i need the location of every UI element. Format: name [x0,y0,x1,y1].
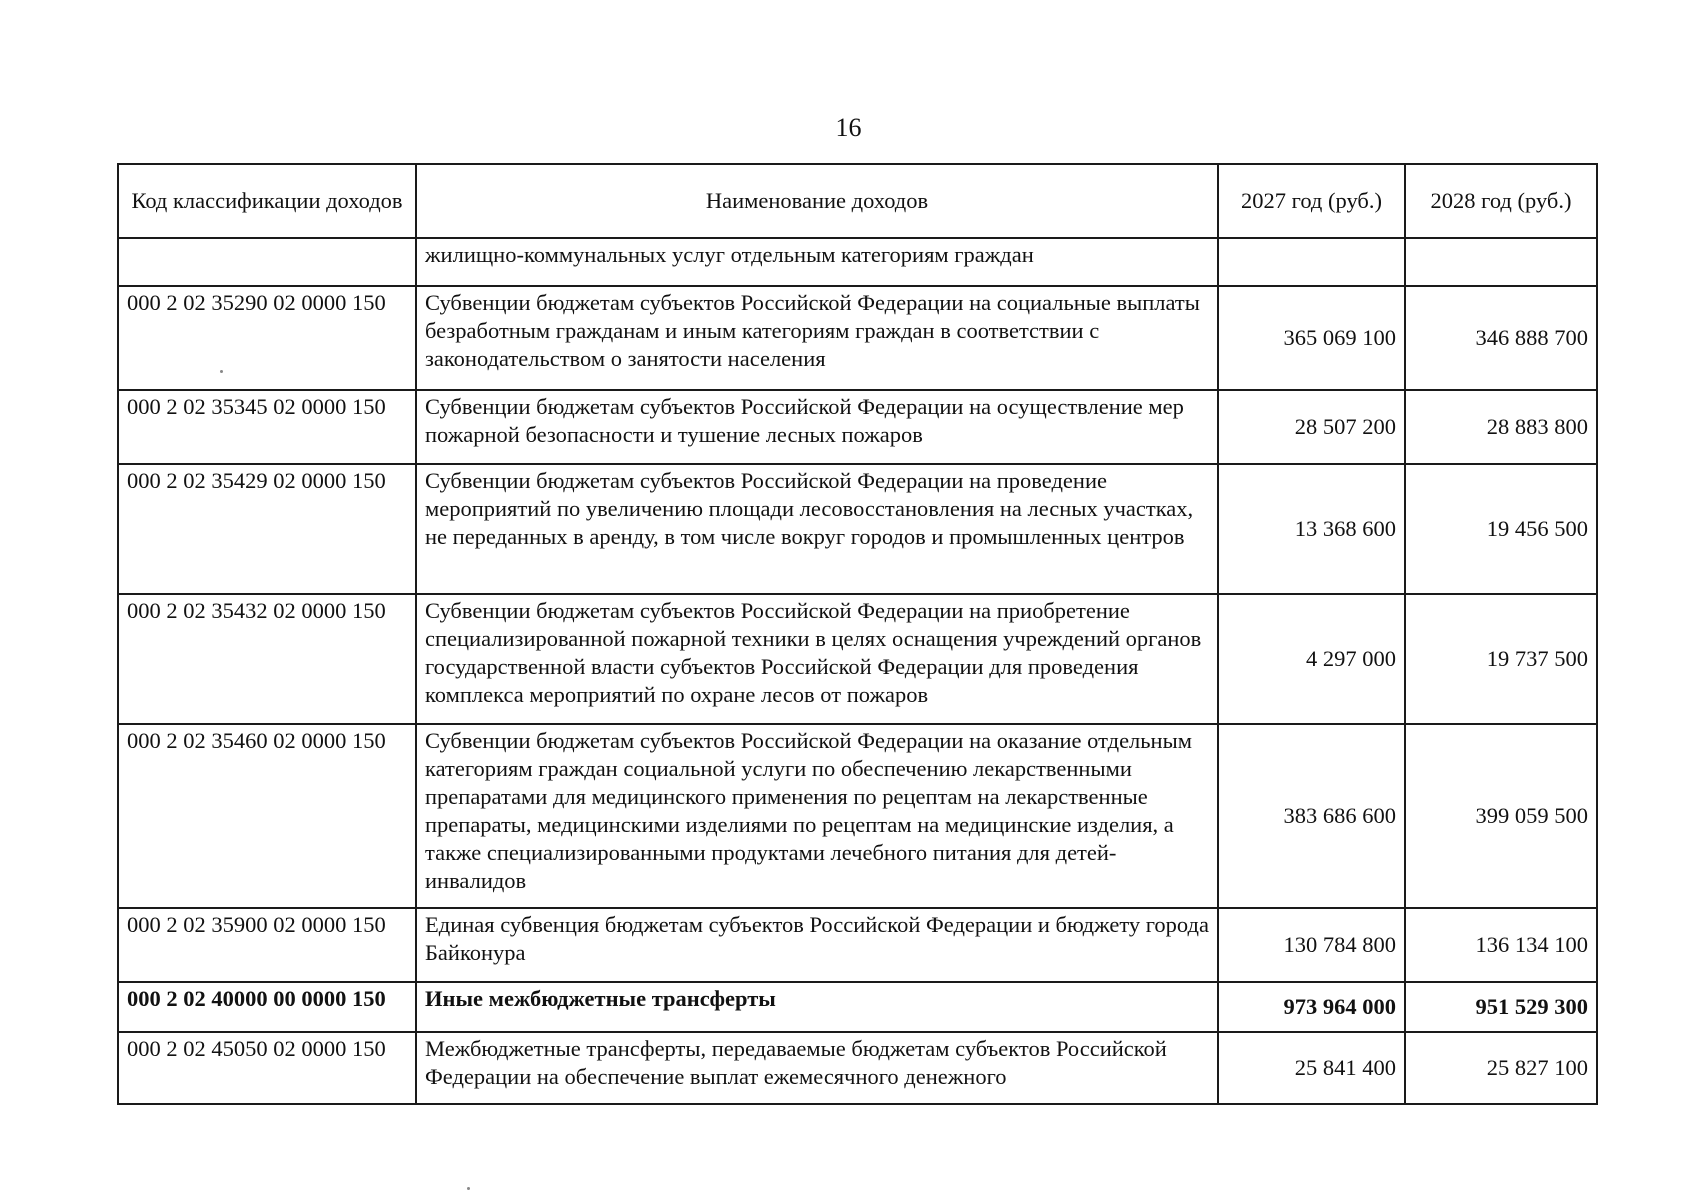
row-name: Межбюджетные трансферты, передаваемые бюджетам субъектов Российской Федерации на обеспечение выплат ежемесячного денежного [416,1032,1218,1104]
table-row [118,908,1597,982]
row-amount-2027: 28 507 200 [1218,390,1405,464]
table-row [118,286,1597,390]
row-code: 000 2 02 35290 02 0000 150 [118,286,416,390]
row-amount-2028 [1405,238,1597,286]
row-amount-2028: 951 529 300 [1405,982,1597,1032]
row-amount-2028: 136 134 100 [1405,908,1597,982]
row-amount-2027: 383 686 600 [1218,724,1405,908]
row-code: 000 2 02 35345 02 0000 150 [118,390,416,464]
row-amount-2027 [1218,238,1405,286]
header-year-2027: 2027 год (руб.) [1218,164,1405,238]
revenue-table [117,163,1598,1105]
table-row-total [118,982,1597,1032]
row-code: 000 2 02 35429 02 0000 150 [118,464,416,594]
row-amount-2028: 19 737 500 [1405,594,1597,724]
header-code: Код классификации доходов [118,164,416,238]
scan-speck [467,1187,470,1190]
header-year-2028: 2028 год (руб.) [1405,164,1597,238]
table-row [118,390,1597,464]
table-row [118,464,1597,594]
table-row [118,594,1597,724]
row-code: 000 2 02 35432 02 0000 150 [118,594,416,724]
row-code: 000 2 02 40000 00 0000 150 [118,982,416,1032]
row-code [118,238,416,286]
page-number: 16 [835,113,862,142]
row-name: Субвенции бюджетам субъектов Российской Федерации на социальные выплаты безработным гражданам и иным категориям граждан в соответствии с законодательством о занятости населения [416,286,1218,390]
table-header [118,164,1597,238]
row-amount-2027: 130 784 800 [1218,908,1405,982]
row-name: Субвенции бюджетам субъектов Российской Федерации на оказание отдельным категориям граждан социальной услуги по обеспечению лекарственными препаратами для медицинского применения по рецептам на лекарственные препараты, медицинскими изделиями по рецептам на медицинские изделия, а также специализированными продуктами лечебного питания для детей-инвалидов [416,724,1218,908]
row-amount-2027: 973 964 000 [1218,982,1405,1032]
header-name: Наименование доходов [416,164,1218,238]
row-amount-2027: 25 841 400 [1218,1032,1405,1104]
row-amount-2027: 4 297 000 [1218,594,1405,724]
row-amount-2028: 19 456 500 [1405,464,1597,594]
row-name: Субвенции бюджетам субъектов Российской Федерации на осуществление мер пожарной безопасности и тушение лесных пожаров [416,390,1218,464]
row-name: Единая субвенция бюджетам субъектов Российской Федерации и бюджету города Байконура [416,908,1218,982]
table-row [118,724,1597,908]
row-amount-2027: 13 368 600 [1218,464,1405,594]
row-code: 000 2 02 35900 02 0000 150 [118,908,416,982]
row-name: Субвенции бюджетам субъектов Российской Федерации на приобретение специализированной пожарной техники в целях оснащения учреждений органов государственной власти субъектов Российской Федерации для проведения комплекса мероприятий по охране лесов от пожаров [416,594,1218,724]
row-amount-2028: 28 883 800 [1405,390,1597,464]
row-name: Субвенции бюджетам субъектов Российской Федерации на проведение мероприятий по увеличению площади лесовосстановления на лесных участках, не переданных в аренду, в том числе вокруг городов и промышленных центров [416,464,1218,594]
row-code: 000 2 02 45050 02 0000 150 [118,1032,416,1104]
table-row [118,1032,1597,1104]
table-row [118,238,1597,286]
scan-speck [220,370,223,373]
row-name: жилищно-коммунальных услуг отдельным категориям граждан [416,238,1218,286]
row-amount-2028: 25 827 100 [1405,1032,1597,1104]
row-amount-2028: 346 888 700 [1405,286,1597,390]
row-amount-2028: 399 059 500 [1405,724,1597,908]
row-name: Иные межбюджетные трансферты [416,982,1218,1032]
row-code: 000 2 02 35460 02 0000 150 [118,724,416,908]
row-amount-2027: 365 069 100 [1218,286,1405,390]
